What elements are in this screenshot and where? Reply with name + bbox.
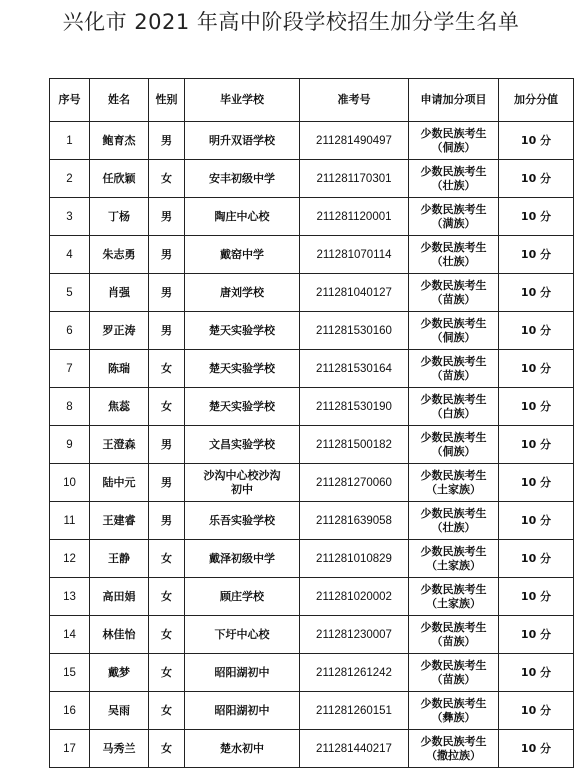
cell-bonus-item-line: （侗族） <box>431 444 476 458</box>
cell-school <box>185 540 300 578</box>
cell-no: 9 <box>50 426 90 464</box>
cell-bonus-item-line: （苗族） <box>431 672 476 686</box>
cell-school-line: 顾庄学校 <box>220 589 264 603</box>
header-bonus-points: 加分分值 <box>499 79 574 122</box>
cell-no: 11 <box>50 502 90 540</box>
cell-school-line: 初中 <box>231 482 253 496</box>
cell-bonus-item-line: 少数民族考生 <box>420 430 487 444</box>
cell-bonus-item-line: （土家族） <box>426 482 481 496</box>
table-row <box>50 616 574 654</box>
cell-bonus-points: 10 分 <box>499 654 574 692</box>
cell-gender: 男 <box>149 312 185 350</box>
cell-bonus-points: 10 分 <box>499 692 574 730</box>
table-row <box>50 540 574 578</box>
cell-no: 17 <box>50 730 90 768</box>
cell-bonus-points: 10 分 <box>499 464 574 502</box>
cell-no: 2 <box>50 160 90 198</box>
cell-bonus-points: 10 分 <box>499 578 574 616</box>
cell-exam-id: 211281530164 <box>300 350 409 388</box>
cell-school-line: 昭阳湖初中 <box>214 703 270 717</box>
header-name: 姓名 <box>90 79 149 122</box>
cell-bonus-item <box>409 122 499 160</box>
cell-bonus-item <box>409 502 499 540</box>
table-row <box>50 198 574 236</box>
cell-name: 马秀兰 <box>90 730 149 768</box>
cell-bonus-item <box>409 692 499 730</box>
cell-exam-id: 211281170301 <box>300 160 409 198</box>
cell-bonus-item-line: 少数民族考生 <box>420 544 487 558</box>
cell-school-line: 楚水初中 <box>220 741 264 755</box>
cell-bonus-item <box>409 616 499 654</box>
table-row <box>50 160 574 198</box>
cell-bonus-points: 10 分 <box>499 540 574 578</box>
cell-bonus-item-line: 少数民族考生 <box>420 468 487 482</box>
cell-bonus-item-line: （壮族） <box>431 254 476 268</box>
cell-bonus-item <box>409 730 499 768</box>
cell-exam-id: 211281040127 <box>300 274 409 312</box>
cell-bonus-item-line: （满族） <box>431 216 476 230</box>
header-no: 序号 <box>50 79 90 122</box>
cell-no: 6 <box>50 312 90 350</box>
cell-bonus-item <box>409 274 499 312</box>
table-row <box>50 730 574 768</box>
cell-bonus-points: 10 分 <box>499 616 574 654</box>
table-row <box>50 578 574 616</box>
cell-bonus-item-line: 少数民族考生 <box>420 506 487 520</box>
cell-no: 12 <box>50 540 90 578</box>
cell-school <box>185 578 300 616</box>
cell-school-line: 唐刘学校 <box>220 285 264 299</box>
cell-bonus-item <box>409 578 499 616</box>
cell-no: 7 <box>50 350 90 388</box>
cell-no: 14 <box>50 616 90 654</box>
cell-no: 8 <box>50 388 90 426</box>
cell-school <box>185 350 300 388</box>
cell-name: 罗正涛 <box>90 312 149 350</box>
cell-no: 16 <box>50 692 90 730</box>
cell-bonus-points: 10 分 <box>499 426 574 464</box>
header-exam-id: 准考号 <box>300 79 409 122</box>
cell-name: 林佳怡 <box>90 616 149 654</box>
table-row <box>50 654 574 692</box>
cell-school <box>185 616 300 654</box>
cell-bonus-item <box>409 388 499 426</box>
cell-school-line: 文昌实验学校 <box>209 437 275 451</box>
header-school: 毕业学校 <box>185 79 300 122</box>
cell-bonus-points: 10 分 <box>499 274 574 312</box>
cell-school-line: 昭阳湖初中 <box>214 665 270 679</box>
table-header-row <box>50 79 574 122</box>
cell-gender: 女 <box>149 540 185 578</box>
cell-bonus-item-line: 少数民族考生 <box>420 202 487 216</box>
cell-bonus-item <box>409 426 499 464</box>
cell-name: 高田娟 <box>90 578 149 616</box>
page-title: 兴化市 2021 年高中阶段学校招生加分学生名单 <box>62 10 520 34</box>
cell-exam-id: 211281500182 <box>300 426 409 464</box>
cell-school-line: 安丰初级中学 <box>209 171 275 185</box>
cell-name: 王建睿 <box>90 502 149 540</box>
table-row <box>50 274 574 312</box>
cell-bonus-item-line: （壮族） <box>431 520 476 534</box>
cell-no: 15 <box>50 654 90 692</box>
cell-bonus-item-line: （土家族） <box>426 596 481 610</box>
cell-gender: 女 <box>149 350 185 388</box>
cell-exam-id: 211281070114 <box>300 236 409 274</box>
cell-bonus-item <box>409 160 499 198</box>
cell-gender: 男 <box>149 426 185 464</box>
cell-bonus-item-line: 少数民族考生 <box>420 240 487 254</box>
cell-bonus-item-line: （白族） <box>431 406 476 420</box>
cell-no: 5 <box>50 274 90 312</box>
header-gender: 性别 <box>149 79 185 122</box>
cell-school-line: 楚天实验学校 <box>209 323 275 337</box>
cell-school-line: 沙沟中心校沙沟 <box>203 468 281 482</box>
table-row <box>50 122 574 160</box>
table-row <box>50 502 574 540</box>
cell-exam-id: 211281270060 <box>300 464 409 502</box>
cell-exam-id: 211281440217 <box>300 730 409 768</box>
cell-bonus-item <box>409 540 499 578</box>
cell-school-line: 戴窑中学 <box>220 247 264 261</box>
cell-school <box>185 426 300 464</box>
cell-bonus-item-line: （侗族） <box>431 140 476 154</box>
cell-bonus-item-line: （侗族） <box>431 330 476 344</box>
cell-exam-id: 211281490497 <box>300 122 409 160</box>
cell-bonus-item-line: （土家族） <box>426 558 481 572</box>
cell-bonus-item-line: 少数民族考生 <box>420 658 487 672</box>
cell-gender: 女 <box>149 692 185 730</box>
cell-name: 王静 <box>90 540 149 578</box>
cell-school <box>185 236 300 274</box>
cell-bonus-item <box>409 350 499 388</box>
cell-name: 王澄森 <box>90 426 149 464</box>
table-body <box>50 122 574 768</box>
cell-name: 陈瑞 <box>90 350 149 388</box>
cell-no: 10 <box>50 464 90 502</box>
cell-bonus-points: 10 分 <box>499 312 574 350</box>
cell-exam-id: 211281260151 <box>300 692 409 730</box>
cell-bonus-item-line: 少数民族考生 <box>420 278 487 292</box>
cell-bonus-item <box>409 198 499 236</box>
cell-exam-id: 211281261242 <box>300 654 409 692</box>
cell-gender: 女 <box>149 388 185 426</box>
cell-gender: 男 <box>149 464 185 502</box>
cell-school <box>185 502 300 540</box>
cell-bonus-points: 10 分 <box>499 236 574 274</box>
cell-name: 陆中元 <box>90 464 149 502</box>
cell-gender: 女 <box>149 730 185 768</box>
cell-exam-id: 211281230007 <box>300 616 409 654</box>
cell-school <box>185 198 300 236</box>
cell-exam-id: 211281010829 <box>300 540 409 578</box>
cell-gender: 男 <box>149 236 185 274</box>
cell-gender: 男 <box>149 122 185 160</box>
cell-name: 丁杨 <box>90 198 149 236</box>
cell-school <box>185 730 300 768</box>
cell-bonus-item-line: 少数民族考生 <box>420 126 487 140</box>
cell-school-line: 楚天实验学校 <box>209 361 275 375</box>
cell-school-line: 明升双语学校 <box>209 133 275 147</box>
cell-school-line: 陶庄中心校 <box>214 209 270 223</box>
cell-school-line: 戴泽初级中学 <box>209 551 275 565</box>
cell-gender: 女 <box>149 578 185 616</box>
cell-bonus-item-line: 少数民族考生 <box>420 164 487 178</box>
cell-name: 任欣颖 <box>90 160 149 198</box>
cell-bonus-item-line: 少数民族考生 <box>420 620 487 634</box>
table-row <box>50 426 574 464</box>
cell-school <box>185 388 300 426</box>
table-row <box>50 692 574 730</box>
cell-school-line: 下圩中心校 <box>214 627 270 641</box>
cell-no: 13 <box>50 578 90 616</box>
cell-school <box>185 160 300 198</box>
cell-school <box>185 122 300 160</box>
cell-bonus-item-line: 少数民族考生 <box>420 316 487 330</box>
cell-bonus-points: 10 分 <box>499 160 574 198</box>
cell-no: 3 <box>50 198 90 236</box>
cell-bonus-item-line: 少数民族考生 <box>420 734 487 748</box>
bonus-points-table <box>49 78 574 768</box>
cell-bonus-item-line: 少数民族考生 <box>420 354 487 368</box>
cell-bonus-item-line: （苗族） <box>431 292 476 306</box>
cell-school <box>185 654 300 692</box>
table-row <box>50 350 574 388</box>
cell-gender: 男 <box>149 274 185 312</box>
cell-school-line: 楚天实验学校 <box>209 399 275 413</box>
cell-no: 1 <box>50 122 90 160</box>
cell-bonus-item-line: （撒拉族） <box>426 748 481 762</box>
cell-name: 戴梦 <box>90 654 149 692</box>
cell-school-line: 乐吾实验学校 <box>209 513 275 527</box>
cell-exam-id: 211281120001 <box>300 198 409 236</box>
cell-school <box>185 692 300 730</box>
cell-name: 肖强 <box>90 274 149 312</box>
cell-no: 4 <box>50 236 90 274</box>
cell-bonus-item-line: （壮族） <box>431 178 476 192</box>
cell-exam-id: 211281530160 <box>300 312 409 350</box>
cell-exam-id: 211281530190 <box>300 388 409 426</box>
cell-gender: 女 <box>149 654 185 692</box>
cell-bonus-item-line: 少数民族考生 <box>420 582 487 596</box>
cell-bonus-item <box>409 236 499 274</box>
cell-bonus-item <box>409 654 499 692</box>
cell-gender: 男 <box>149 502 185 540</box>
cell-name: 鲍育杰 <box>90 122 149 160</box>
cell-bonus-item-line: 少数民族考生 <box>420 392 487 406</box>
cell-gender: 女 <box>149 160 185 198</box>
cell-school <box>185 312 300 350</box>
cell-gender: 男 <box>149 198 185 236</box>
cell-bonus-points: 10 分 <box>499 198 574 236</box>
cell-bonus-item <box>409 464 499 502</box>
table-row <box>50 388 574 426</box>
cell-bonus-item <box>409 312 499 350</box>
cell-bonus-points: 10 分 <box>499 502 574 540</box>
cell-bonus-item-line: （苗族） <box>431 368 476 382</box>
cell-bonus-points: 10 分 <box>499 388 574 426</box>
table-row <box>50 312 574 350</box>
cell-school <box>185 464 300 502</box>
cell-bonus-item-line: （彝族） <box>431 710 476 724</box>
cell-bonus-item-line: 少数民族考生 <box>420 696 487 710</box>
cell-name: 朱志勇 <box>90 236 149 274</box>
cell-name: 吴雨 <box>90 692 149 730</box>
cell-bonus-points: 10 分 <box>499 350 574 388</box>
table-row <box>50 236 574 274</box>
cell-gender: 女 <box>149 616 185 654</box>
cell-school <box>185 274 300 312</box>
header-bonus-item: 申请加分项目 <box>409 79 499 122</box>
cell-bonus-points: 10 分 <box>499 122 574 160</box>
cell-bonus-points: 10 分 <box>499 730 574 768</box>
cell-exam-id: 211281639058 <box>300 502 409 540</box>
cell-exam-id: 211281020002 <box>300 578 409 616</box>
cell-name: 焦蕊 <box>90 388 149 426</box>
table-row <box>50 464 574 502</box>
cell-bonus-item-line: （苗族） <box>431 634 476 648</box>
